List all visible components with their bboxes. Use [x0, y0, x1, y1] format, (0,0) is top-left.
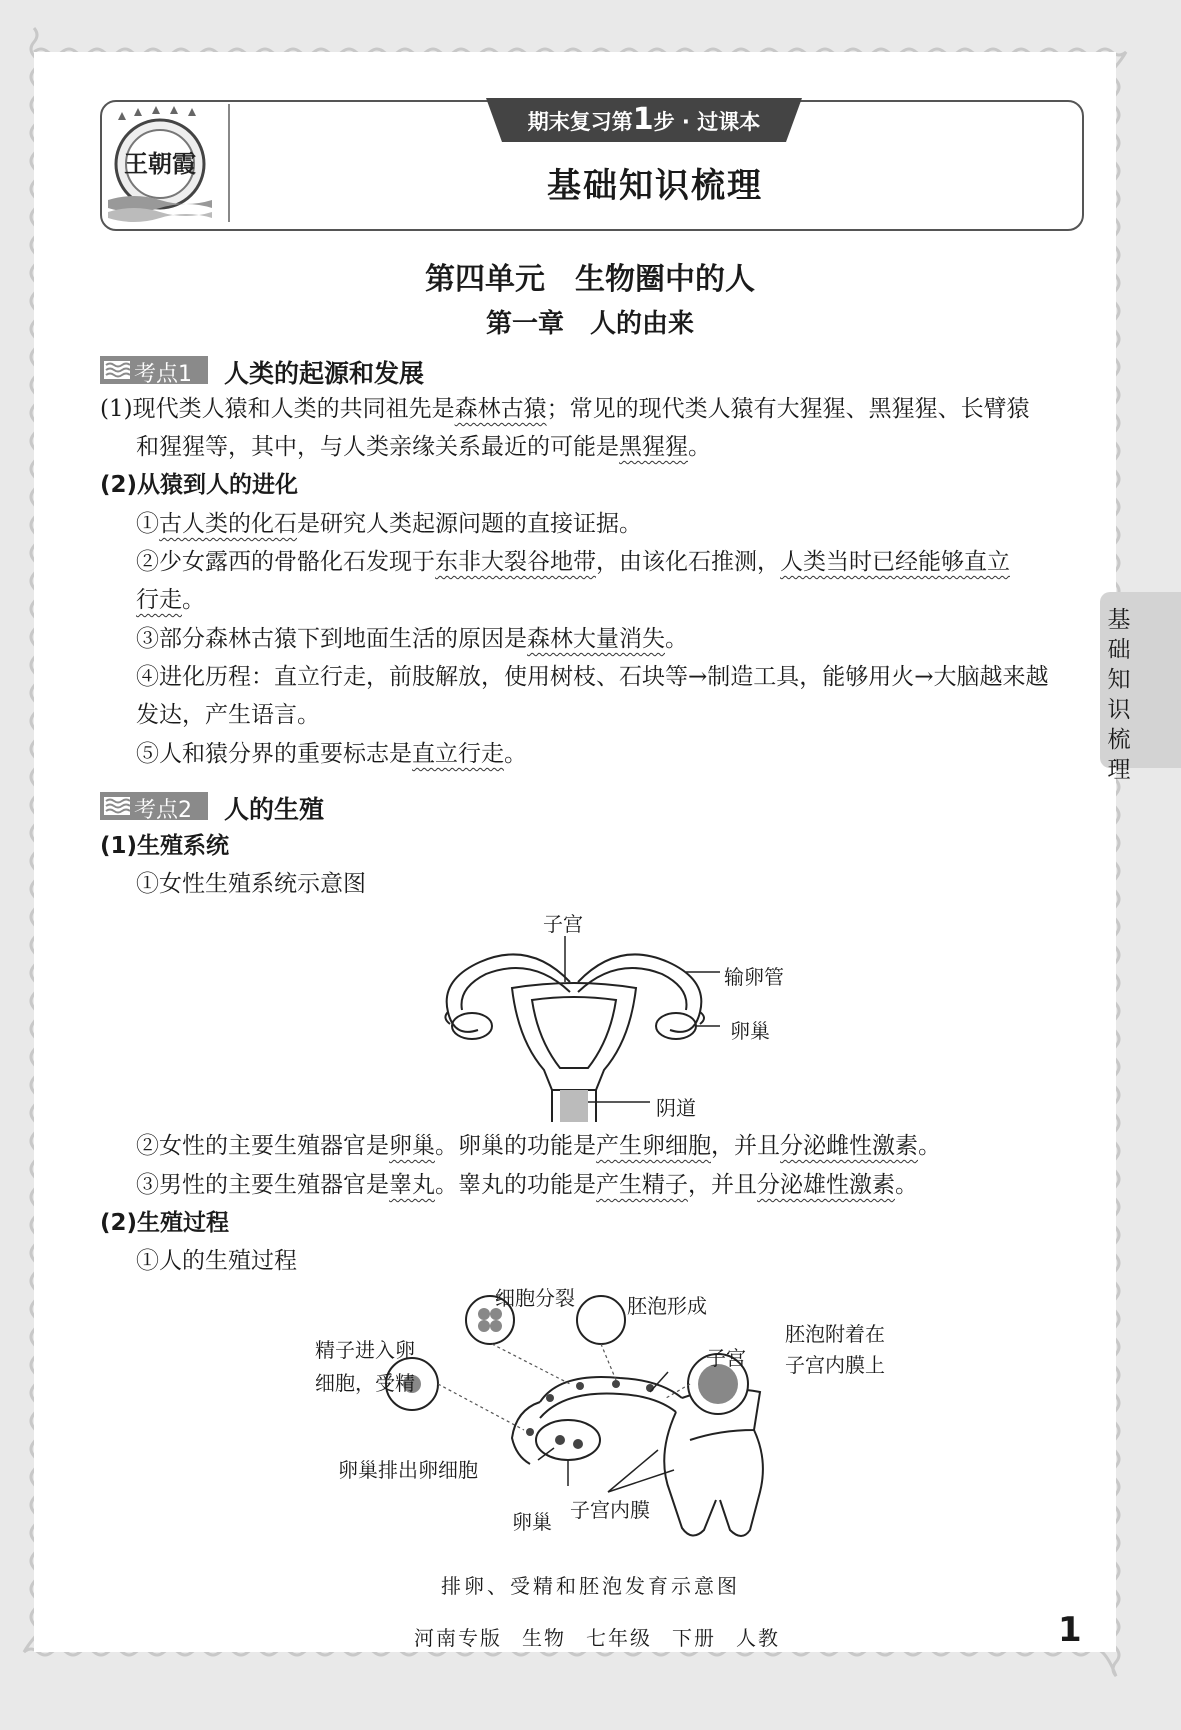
footer-info: [414, 1622, 800, 1651]
logo-text: 王朝霞: [124, 149, 196, 178]
subheading: (2)生殖过程: [100, 1210, 230, 1236]
diagram2-label-implantation-1: 胚泡附着在: [785, 1322, 885, 1346]
text-line: ③部分森林古猿下到地面生活的原因是森林大量消失。: [136, 626, 688, 652]
footer-subject: 生物: [522, 1626, 566, 1650]
side-tab-label: 基础知识梳理: [1107, 607, 1131, 783]
section-title-1: 人类的起源和发展: [224, 359, 425, 388]
wave-lines-icon: [104, 797, 130, 815]
footer-edition: 人教: [736, 1626, 780, 1650]
chapter-title: 第一章 人的由来: [485, 309, 694, 339]
footer-region: 河南专版: [414, 1626, 502, 1650]
figure-caption: 排卵、受精和胚泡发育示意图: [441, 1574, 740, 1598]
text-line: 行走。: [136, 587, 205, 613]
text-line: ②女性的主要生殖器官是卵巢。卵巢的功能是产生卵细胞，并且分泌雌性激素。: [136, 1133, 941, 1159]
diagram2-label-endometrium: 子宫内膜: [570, 1498, 650, 1522]
step-tab-suffix: 步 · 过课本: [653, 110, 761, 134]
text-line: ③男性的主要生殖器官是睾丸。睾丸的功能是产生精子，并且分泌雄性激素。: [136, 1172, 918, 1198]
text-line: 发达，产生语言。: [136, 702, 320, 728]
publisher-logo: [104, 108, 216, 224]
footer-grade: 七年级: [586, 1626, 652, 1650]
subheading: (1)生殖系统: [100, 833, 230, 859]
section-title-2: 人的生殖: [224, 795, 325, 824]
text-line: ①人的生殖过程: [136, 1248, 297, 1274]
page-number: 1: [1058, 1610, 1082, 1650]
text-line: (1)现代类人猿和人类的共同祖先是森林古猿；常见的现代类人猿有大猩猩、黑猩猩、长臂猿: [100, 396, 1030, 422]
unit-title: 第四单元 生物圈中的人: [425, 262, 755, 297]
section-badge-label: 考点1: [134, 362, 192, 387]
diagram1-label-oviduct: 输卵管: [724, 965, 784, 989]
diagram1-label-uterus: 子宫: [543, 912, 583, 936]
diagram2-label-implantation-2: 子宫内膜上: [785, 1353, 885, 1377]
text-line: ⑤人和猿分界的重要标志是直立行走。: [136, 741, 527, 767]
section-badge-label: 考点2: [134, 798, 192, 823]
diagram1-label-ovary: 卵巢: [730, 1019, 770, 1043]
step-tab-number: 1: [632, 102, 654, 137]
step-tab-prefix: 期末复习第: [527, 110, 633, 134]
footer-volume: 下册: [672, 1626, 716, 1650]
wave-lines-icon: [104, 361, 130, 379]
text-line: ①古人类的化石是研究人类起源问题的直接证据。: [136, 511, 642, 537]
diagram2-label-ovary: 卵巢: [512, 1510, 552, 1534]
diagram2-label-fertilization-1: 精子进入卵: [315, 1338, 415, 1362]
diagram2-label-cell-division: 细胞分裂: [495, 1286, 575, 1310]
text-line: 和猩猩等，其中，与人类亲缘关系最近的可能是黑猩猩。: [136, 434, 711, 460]
page-title: 基础知识梳理: [547, 166, 763, 206]
diagram1-label-vagina: 阴道: [656, 1096, 696, 1120]
diagram2-label-blastocyst-forming: 胚泡形成: [627, 1294, 707, 1318]
diagram2-label-ovulation: 卵巢排出卵细胞: [338, 1458, 478, 1482]
text-line: ①女性生殖系统示意图: [136, 871, 366, 897]
step-tab-label: [486, 102, 802, 137]
text-line: ④进化历程：直立行走，前肢解放，使用树枝、石块等→制造工具，能够用火→大脑越来越: [136, 664, 1049, 690]
text-line: ②少女露西的骨骼化石发现于东非大裂谷地带，由该化石推测，人类当时已经能够直立: [136, 549, 1010, 575]
subheading: (2)从猿到人的进化: [100, 472, 299, 498]
diagram2-label-uterus: 子宫: [706, 1346, 746, 1370]
diagram2-label-fertilization-2: 细胞，受精: [315, 1371, 415, 1395]
